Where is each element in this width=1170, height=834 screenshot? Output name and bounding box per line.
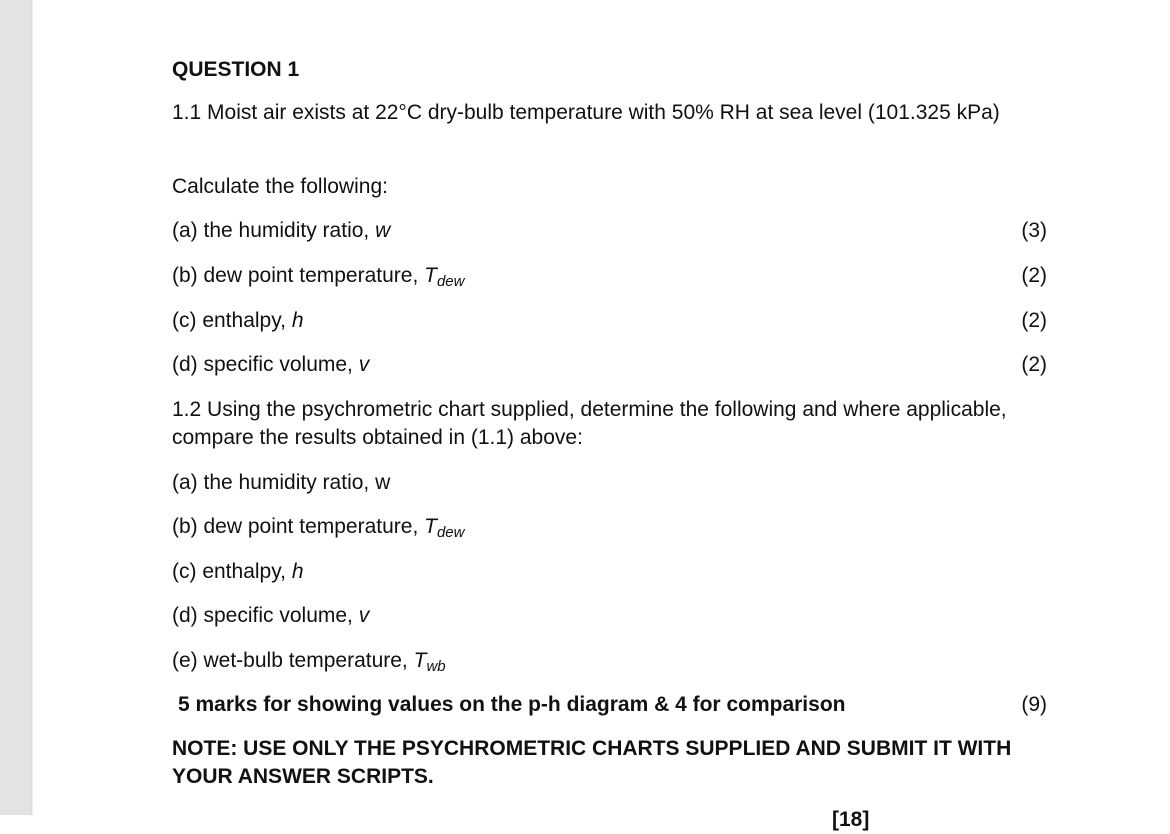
part1-instruction: Calculate the following: [172,175,388,198]
item-text: (e) wet-bulb temperature, [172,649,414,672]
item-text: (d) specific volume, [172,604,359,627]
part2-item-c [172,558,1047,586]
viewer-gutter-edge [30,0,33,815]
item-variable: T [413,649,427,672]
marks-note-value: (9) [1021,693,1047,716]
item-text: (c) enthalpy, [172,560,292,583]
part2-item-b [172,513,1047,541]
part1-item-b [172,262,1047,290]
item-subscript: dew [436,273,465,290]
item-variable: w [375,219,391,242]
part2-item-a [172,469,1047,497]
part1-item-a [172,217,1047,245]
part2-item-d [172,602,1047,630]
submission-note: NOTE: USE ONLY THE PSYCHROMETRIC CHARTS SUPPLIED AND SUBMIT IT WITH YOUR ANSWER SCRIPTS. [172,737,1012,788]
item-text: (a) the humidity ratio, [172,219,376,242]
part2-item-e [172,647,1047,675]
item-variable: v [358,353,370,376]
item-subscript: dew [436,524,465,541]
item-variable: T [424,264,437,287]
item-marks: (3) [1021,219,1047,242]
item-subscript: wb [426,658,446,675]
item-text: (d) specific volume, [172,353,359,376]
item-variable: h [291,560,304,583]
item-marks: (2) [1021,309,1047,332]
item-variable: h [291,309,304,332]
question-title: QUESTION 1 [172,58,300,81]
part1-item-c [172,307,1047,335]
part2-intro: 1.2 Using the psychrometric chart supplied, determine the following and where applicable, compare the results obtained in (1.1) above: [172,398,1007,449]
item-text: (a) the humidity ratio, w [172,471,391,494]
part1-intro: 1.1 Moist air exists at 22°C dry-bulb temperature with 50% RH at sea level (101.325 kPa) [172,101,1000,124]
total-marks-cutoff: [18] [832,808,870,831]
item-variable: v [358,604,370,627]
marks-note: 5 marks for showing values on the p-h diagram & 4 for comparison [178,693,846,716]
marks-note-row [172,691,1047,719]
item-marks: (2) [1021,353,1047,376]
viewer-gutter [0,0,30,815]
item-text: (b) dew point temperature, [172,264,425,287]
part1-item-d [172,351,1047,379]
item-variable: T [424,515,437,538]
item-text: (c) enthalpy, [172,309,292,332]
item-text: (b) dew point temperature, [172,515,425,538]
item-marks: (2) [1021,264,1047,287]
